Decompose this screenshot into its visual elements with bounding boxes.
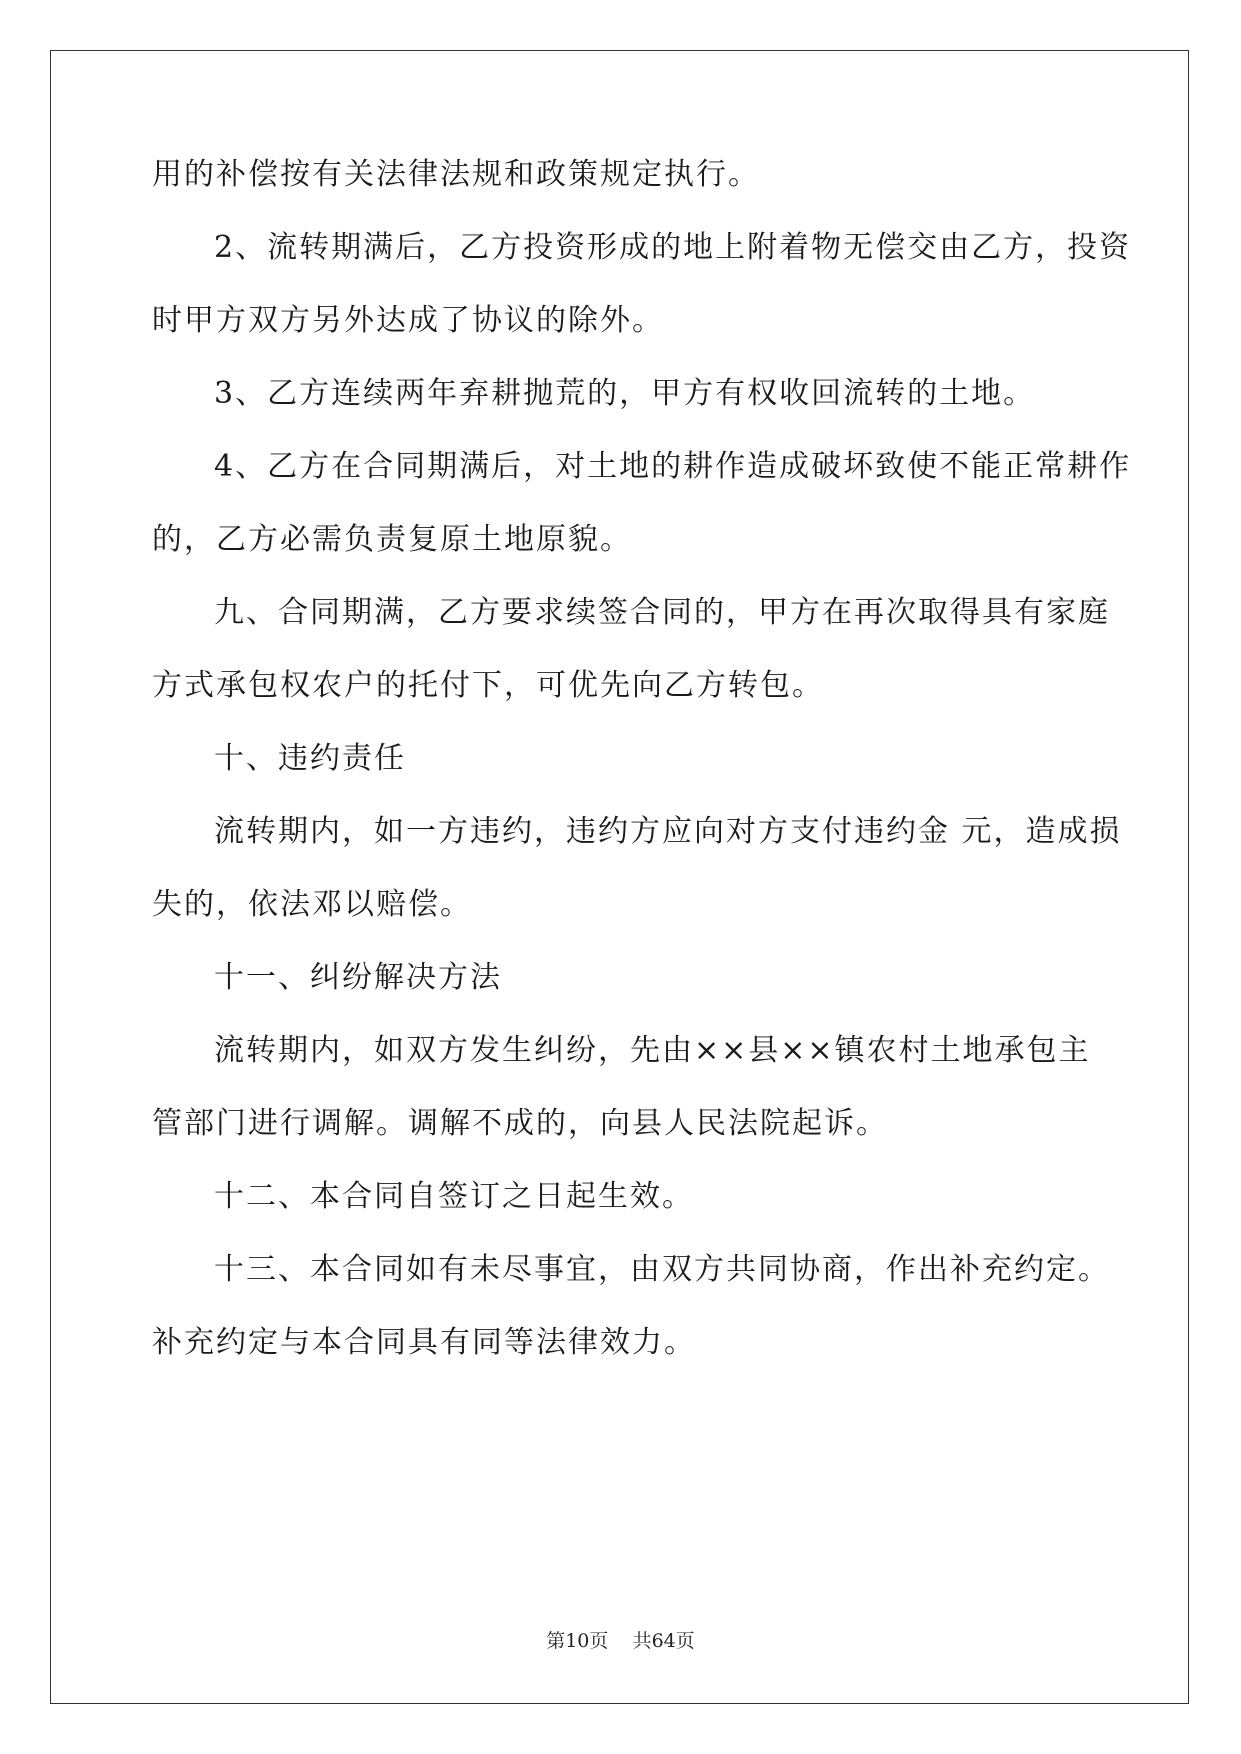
section-heading: 十、违约责任: [214, 741, 406, 776]
text-line: 用的补偿按有关法律法规和政策规定执行。: [152, 157, 760, 192]
text-line: 流转期内，如一方违约，违约方应向对方支付违约金 元，造成损: [214, 814, 1122, 849]
text-line: 流转期内，如双方发生纠纷，先由××县××镇农村土地承包主: [214, 1033, 1091, 1068]
text-line: 九、合同期满，乙方要求续签合同的，甲方在再次取得具有家庭: [214, 595, 1110, 630]
text-line: 十三、本合同如有未尽事宜，由双方共同协商，作出补充约定。: [214, 1252, 1110, 1287]
text-line: 失的，依法邓以赔偿。: [152, 887, 472, 922]
text-line: 方式承包权农户的托付下，可优先向乙方转包。: [152, 668, 824, 703]
page-border: [50, 50, 1189, 1704]
text-line: 时甲方双方另外达成了协议的除外。: [152, 303, 664, 338]
text-line: 3、乙方连续两年弃耕抛荒的，甲方有权收回流转的土地。: [214, 376, 1036, 411]
text-line: 的，乙方必需负责复原土地原貌。: [152, 522, 632, 557]
text-line: 十二、本合同自签订之日起生效。: [214, 1179, 694, 1214]
page-footer: [0, 1626, 1241, 1653]
text-line: 4、乙方在合同期满后，对土地的耕作造成破坏致使不能正常耕作: [214, 449, 1132, 484]
text-line: 管部门进行调解。调解不成的，向县人民法院起诉。: [152, 1106, 888, 1141]
page-total: 共64页: [632, 1630, 695, 1652]
text-line: 补充约定与本合同具有同等法律效力。: [152, 1325, 696, 1360]
page-number: 第10页: [546, 1630, 609, 1652]
section-heading: 十一、纠纷解决方法: [214, 960, 502, 995]
text-line: 2、流转期满后，乙方投资形成的地上附着物无偿交由乙方，投资: [214, 230, 1132, 265]
